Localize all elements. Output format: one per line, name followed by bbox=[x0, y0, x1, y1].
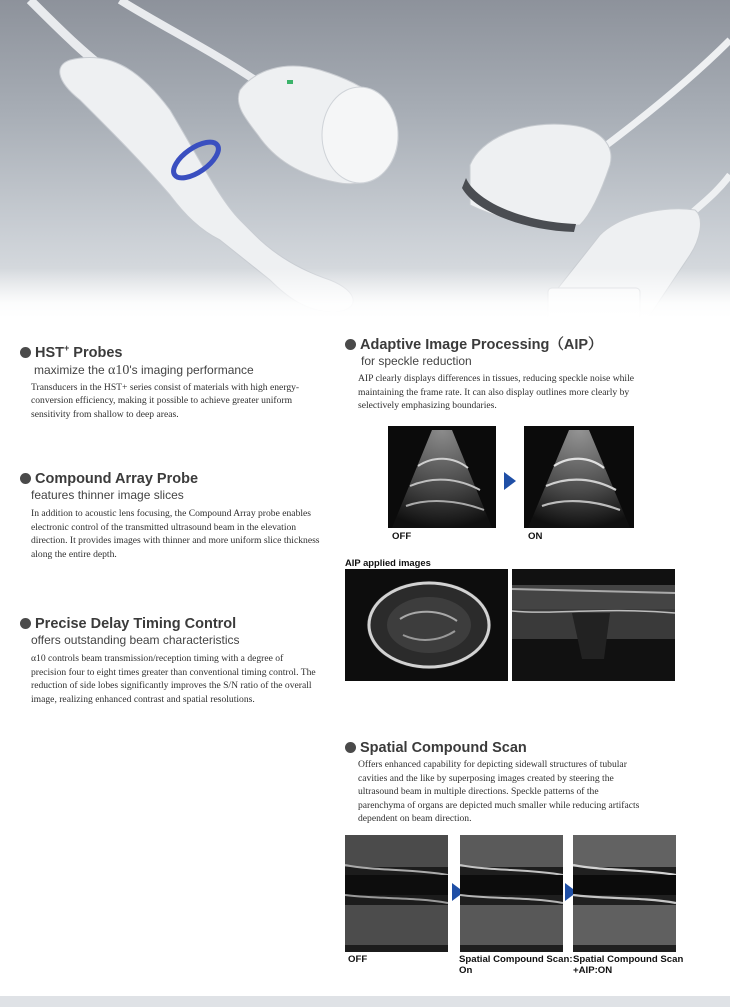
scs-on-image bbox=[460, 835, 563, 952]
aip-applied-image-2 bbox=[512, 569, 675, 681]
bullet-icon bbox=[20, 618, 31, 629]
aip-on-label: ON bbox=[528, 531, 543, 542]
scs-heading bbox=[345, 740, 645, 756]
hst-body: Transducers in the HST+ series consist of materials with high energy-conversion efficiency, making it possible to achieve greater uniform sensitivity from shallow to deep areas. bbox=[31, 381, 300, 421]
hero-fade bbox=[0, 268, 730, 318]
scs-on-label-line2: On bbox=[459, 965, 473, 976]
aip-body: AIP clearly displays differences in tissues, reducing speckle noise while maintaining the frame rate. It can also display outlines more clearly by selectively emphasizing boundaries. bbox=[358, 373, 635, 412]
arrow-right-icon bbox=[504, 472, 516, 490]
compound-section bbox=[20, 471, 320, 561]
scs-section bbox=[345, 740, 645, 826]
aip-subtitle: for speckle reduction bbox=[361, 354, 472, 368]
bullet-icon bbox=[20, 473, 31, 484]
aip-off-image bbox=[388, 426, 496, 528]
scs-on-label-line1: Spatial Compound Scan: bbox=[459, 954, 573, 965]
aip-on-image bbox=[524, 426, 634, 528]
hst-subtitle bbox=[34, 363, 320, 378]
aip-off-label: OFF bbox=[392, 531, 412, 542]
bottom-bar bbox=[0, 996, 730, 1007]
compound-subtitle: features thinner image slices bbox=[31, 488, 184, 502]
hst-subtitle-post: 's imaging performance bbox=[129, 362, 254, 377]
aip-heading bbox=[345, 337, 645, 353]
scs-aip-label bbox=[573, 954, 683, 976]
hero-probes-image bbox=[0, 0, 730, 318]
aip-applied-label: AIP applied images bbox=[345, 557, 431, 568]
hst-subtitle-alpha: α10 bbox=[108, 362, 130, 378]
hst-title-sup: + bbox=[64, 343, 70, 353]
bullet-icon bbox=[20, 347, 31, 358]
delay-subtitle: offers outstanding beam characteristics bbox=[31, 633, 240, 647]
compound-body: In addition to acoustic lens focusing, the Compound Array probe enables electronic control of the transmitted ultrasound beam in the elevation direction. It provides images with thinner and more uniform slice thickness along the entire depth. bbox=[31, 508, 320, 560]
delay-section bbox=[20, 616, 320, 706]
hst-title: HST bbox=[35, 344, 64, 361]
delay-body: α10 controls beam transmission/reception timing with a degree of precision four to eight times greater than conventional timing control. The reduction of side lobes significantly improves the S/N ratio of the overall image, realizing enhanced contrast and spatial resolutions. bbox=[31, 653, 316, 705]
scs-off-image bbox=[345, 835, 448, 952]
bullet-icon bbox=[345, 339, 356, 350]
delay-title: Precise Delay Timing Control bbox=[35, 616, 237, 632]
scs-body: Offers enhanced capability for depicting sidewall structures of tubular cavities and the like by superposing images created by steering the ultrasound beam in multiple directions. Speckle patterns of the parenchyma of organs are depicted much smaller while reducing artifacts dependent on beam direction. bbox=[358, 759, 640, 825]
scs-aip-image bbox=[573, 835, 676, 952]
aip-title: Adaptive Image Processing（AIP） bbox=[360, 337, 603, 353]
delay-heading bbox=[20, 616, 320, 632]
hst-title-rest: Probes bbox=[69, 344, 123, 361]
compound-title: Compound Array Probe bbox=[35, 471, 199, 487]
scs-off-label: OFF bbox=[348, 954, 368, 965]
aip-applied-image-1 bbox=[345, 569, 508, 681]
scs-on-label bbox=[459, 954, 573, 976]
hst-heading bbox=[20, 340, 320, 361]
bullet-icon bbox=[345, 742, 356, 753]
scs-title: Spatial Compound Scan bbox=[360, 740, 527, 756]
scs-aip-label-line2: +AIP:ON bbox=[573, 965, 613, 976]
hst-section bbox=[20, 340, 320, 422]
compound-heading bbox=[20, 471, 320, 487]
scs-aip-label-line1: Spatial Compound Scan bbox=[573, 954, 684, 965]
aip-section bbox=[345, 337, 645, 413]
hst-subtitle-pre: maximize the bbox=[34, 362, 109, 377]
